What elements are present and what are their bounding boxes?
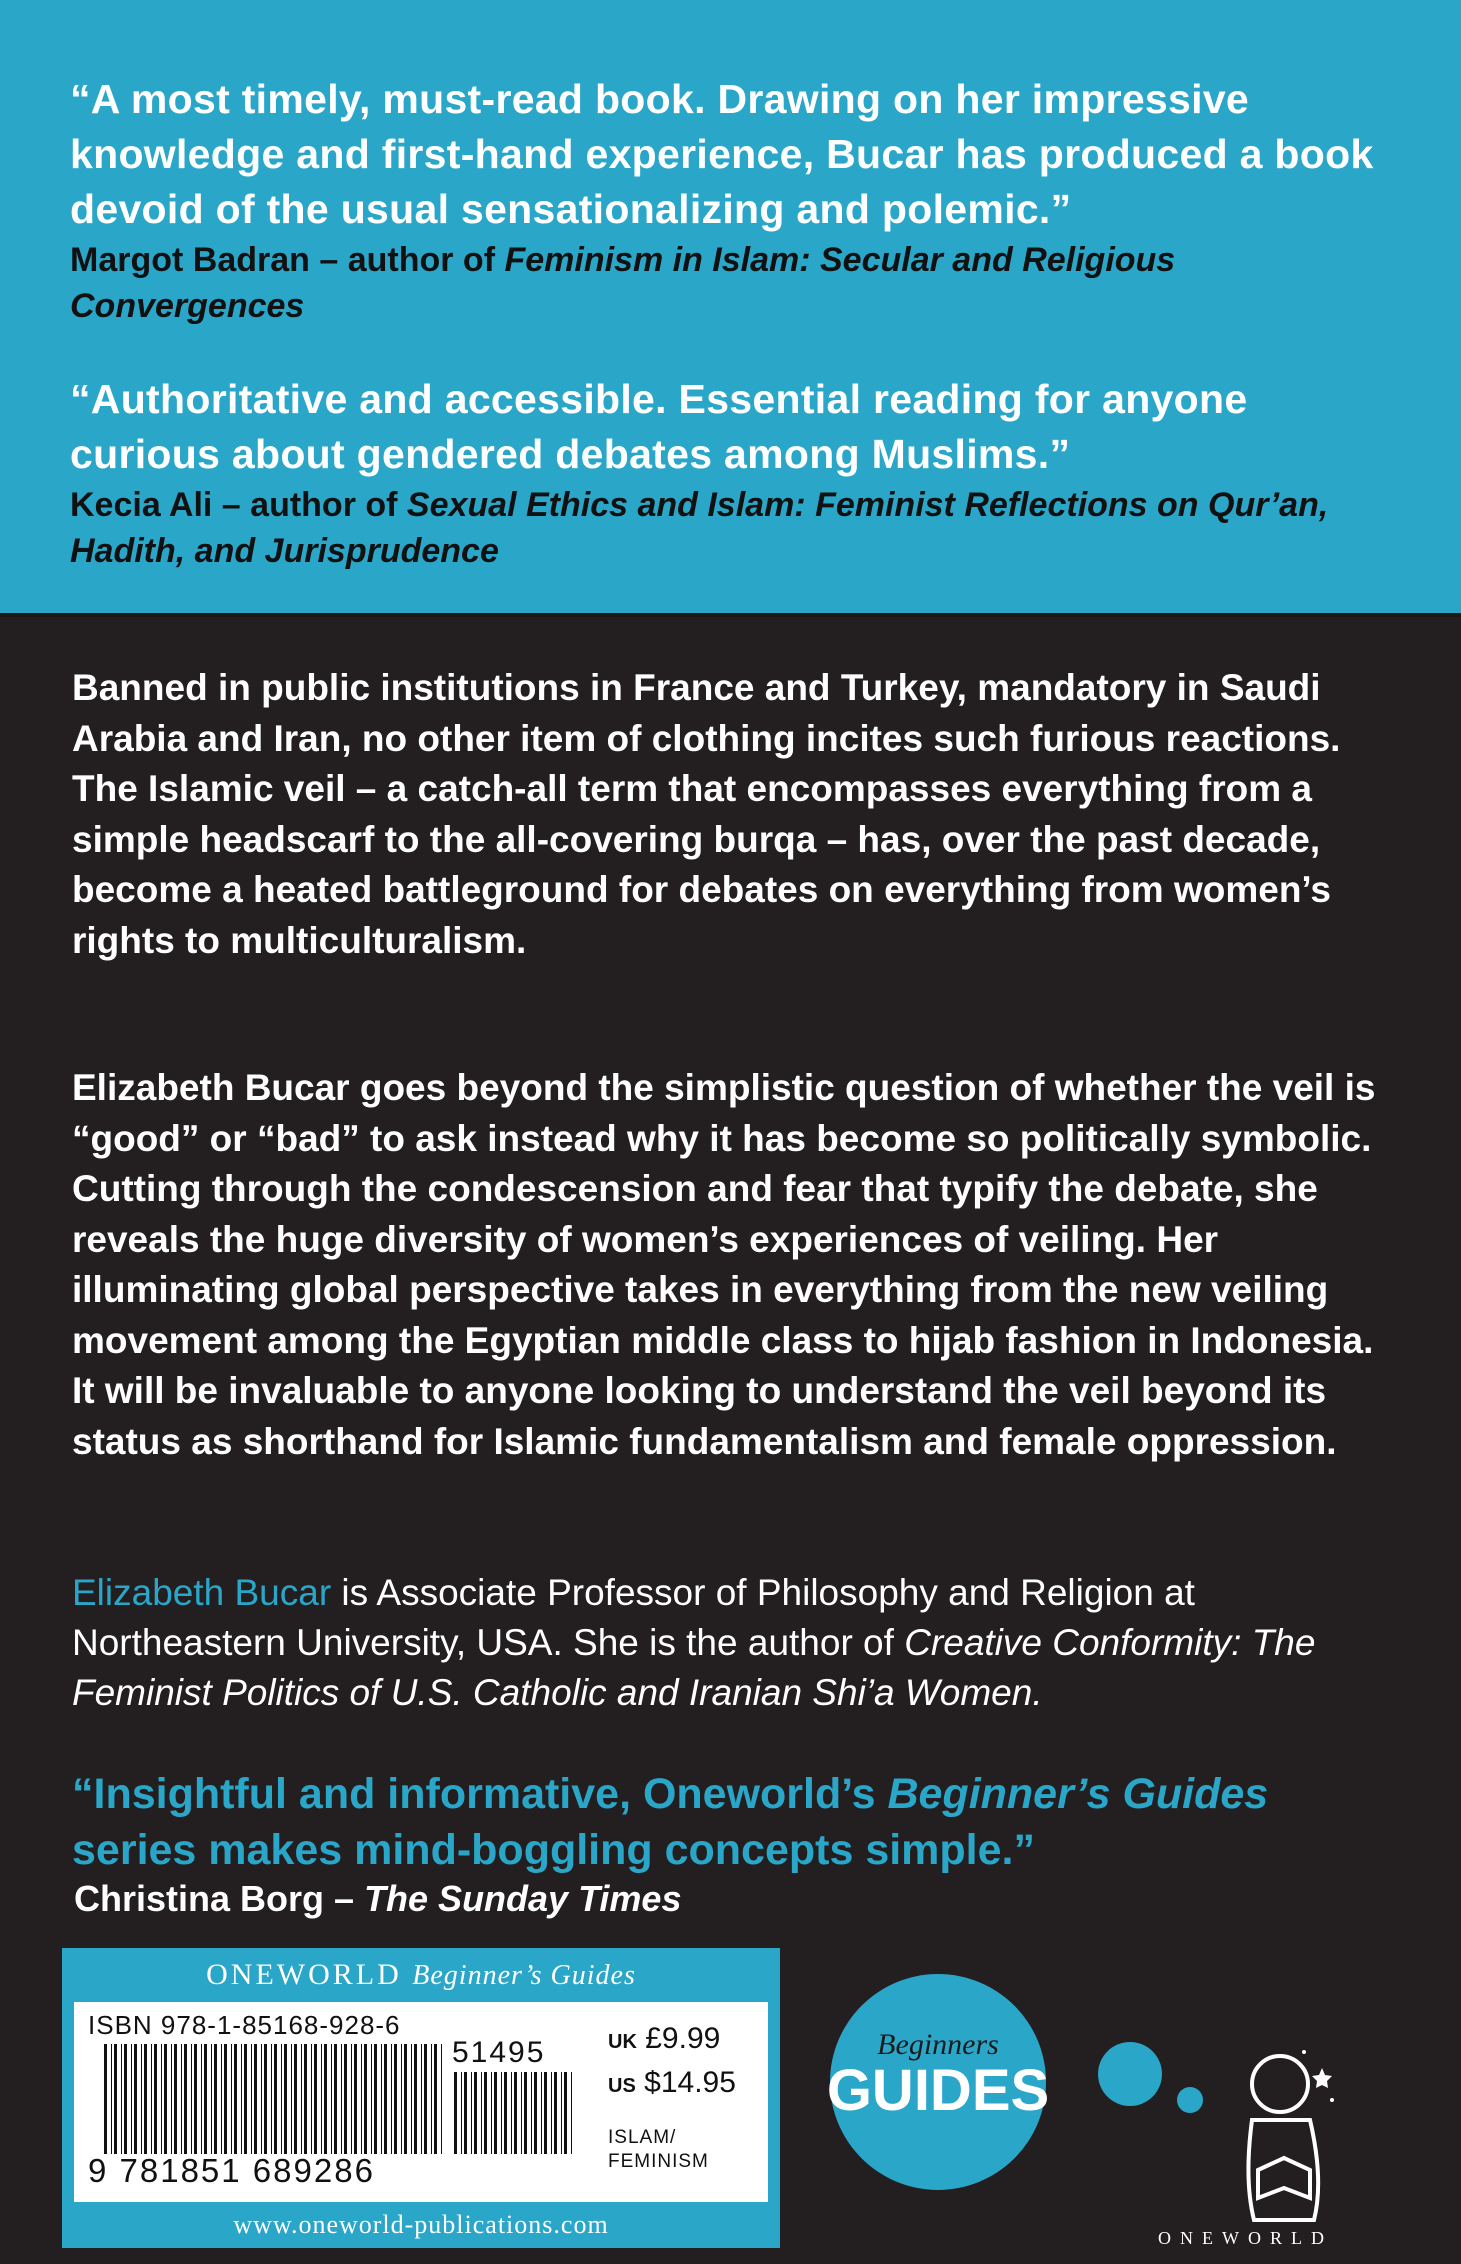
review-quote-attribution <box>70 237 1400 329</box>
review-quote-attribution <box>70 482 1400 574</box>
oneworld-reader-icon <box>1224 2040 1344 2230</box>
panel-publisher: ONEWORLD <box>206 1958 402 1991</box>
barcode-box <box>74 2002 768 2202</box>
barcode-icon <box>104 2044 444 2154</box>
band-divider <box>0 613 1461 617</box>
panel-header <box>62 1958 780 1992</box>
price-us-value: $14.95 <box>644 2066 736 2099</box>
category-line-2: FEMINISM <box>608 2151 709 2172</box>
series-quote-author: Christina Borg – <box>74 1878 365 1919</box>
barcode-addon-number: 51495 <box>452 2036 546 2069</box>
review-author: Kecia Ali – author of <box>70 486 407 524</box>
publisher-url: www.oneworld-publications.com <box>233 2210 609 2239</box>
series-name: Beginner’s Guides <box>887 1770 1269 1818</box>
review-quote-text: “Authoritative and accessible. Essential reading for anyone curious about gendered debates among Muslims.” <box>70 376 1248 477</box>
addon-barcode-icon <box>454 2072 574 2154</box>
review-work-title: Sexual Ethics and Islam: Feminist Reflections on Qur’an, Hadith, and Jurisprudence <box>70 486 1329 570</box>
series-quote-source: The Sunday Times <box>364 1878 682 1919</box>
barcode-panel <box>62 1948 780 2248</box>
logo-word: GUIDES <box>826 2058 1050 2123</box>
oneworld-wordmark: ONEWORLD <box>1158 2228 1333 2248</box>
price-uk-value: £9.99 <box>645 2022 721 2055</box>
blurb-paragraph-1: Banned in public institutions in France and Turkey, mandatory in Saudi Arabia and Iran, no other item of clothing incites such furious reactions. The Islamic veil – a catch-all term that encompasses everything from a simple headscarf to the all-covering burqa – has, over the past decade, become a heated battleground for debates on everything from women’s rights to multiculturalism. <box>72 667 1341 961</box>
series-quote <box>72 1766 1402 1878</box>
author-name: Elizabeth Bucar <box>72 1572 332 1613</box>
beginners-guides-logo-icon <box>806 1972 1076 2192</box>
review-quote-1 <box>70 72 1400 329</box>
series-quote-text-end: series makes mind-boggling concepts simple.” <box>72 1826 1035 1874</box>
price-uk <box>608 2022 720 2056</box>
decorative-dots-icon <box>1090 2030 1240 2130</box>
review-author: Margot Badran – author of <box>70 241 505 279</box>
bio-text: is Associate Professor of Philosophy and Religion at Northeastern University, USA. She is the author of <box>72 1572 1195 1663</box>
logo-script: Beginners <box>877 2028 999 2061</box>
price-uk-label: UK <box>608 2031 637 2053</box>
barcode-digits: 9 781851 689286 <box>88 2152 375 2189</box>
review-quote-2 <box>70 372 1400 574</box>
panel-series: Beginner’s Guides <box>412 1960 636 1991</box>
series-quote-text: “Insightful and informative, Oneworld’s <box>72 1770 888 1818</box>
price-us <box>608 2066 736 2100</box>
author-bio <box>72 1568 1402 1718</box>
bio-work-title: Creative Conformity: The Feminist Politics of U.S. Catholic and Iranian Shi’a Women. <box>72 1622 1316 1713</box>
review-quote-text: “A most timely, must-read book. Drawing on her impressive knowledge and first-hand experience, Bucar has produced a book devoid of the usual sensationalizing and polemic.” <box>70 76 1374 232</box>
series-quote-attribution <box>74 1878 681 1920</box>
isbn-text: ISBN 978-1-85168-928-6 <box>88 2010 401 2040</box>
blurb-paragraph-2: Elizabeth Bucar goes beyond the simplistic question of whether the veil is “good” or “bad” to ask instead why it has become so politically symbolic. Cutting through the condescension and fear that typify the debate, she reveals the huge diversity of women’s experiences of veiling. Her illuminating global perspective takes in everything from the new veiling movement among the Egyptian middle class to hijab fashion in Indonesia. It will be invaluable to anyone looking to understand the veil beyond its status as shorthand for Islamic fundamentalism and female oppression. <box>72 1067 1376 1462</box>
price-us-label: US <box>608 2075 636 2097</box>
category-label <box>608 2126 709 2174</box>
category-line-1: ISLAM/ <box>608 2127 677 2148</box>
review-work-title: Feminism in Islam: Secular and Religious Convergences <box>70 241 1176 325</box>
